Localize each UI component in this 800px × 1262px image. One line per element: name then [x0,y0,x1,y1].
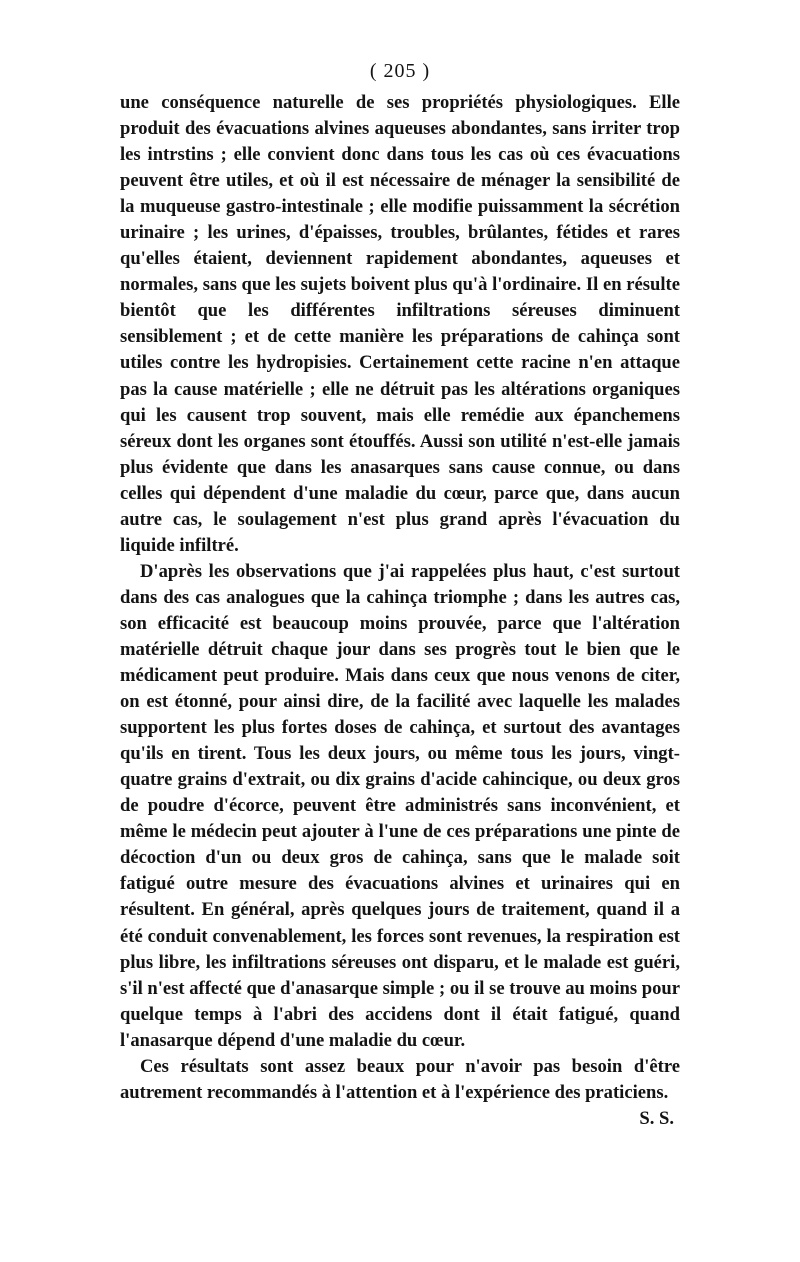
paragraph-1: une conséquence naturelle de ses propriétés physiologiques. Elle produit des évacuations alvines aqueuses abondantes, sans irriter trop les intrstins ; elle convient donc dans tous les cas où ces évacuations peuvent être utiles, et où il est nécessaire de ménager la sensibilité de la muqueuse gastro-intestinale ; elle modifie puissamment la sécrétion urinaire ; les urines, d'épaisses, troubles, brûlantes, fétides et rares qu'elles étaient, deviennent rapidement abondantes, aqueuses et normales, sans que les sujets boivent plus qu'à l'ordinaire. Il en résulte bientôt que les différentes infiltrations séreuses diminuent sensiblement ; et de cette manière les préparations de cahinça sont utiles contre les hydropisies. Certainement cette racine n'en attaque pas la cause matérielle ; elle ne détruit pas les altérations organiques qui les causent trop souvent, mais elle remédie aux épanchemens séreux dont les organes sont étouffés. Aussi son utilité n'est-elle jamais plus évidente que dans les anasarques sans cause connue, ou dans celles qui dépendent d'une maladie du cœur, parce que, dans aucun autre cas, le soulagement n'est plus grand après l'évacuation du liquide infiltré. [120,92,680,556]
body-text [120,90,680,1132]
signature: S. S. [639,1107,674,1129]
page-number: ( 205 ) [369,60,431,82]
paragraph-2: D'après les observations que j'ai rappelées plus haut, c'est surtout dans des cas analogues que la cahinça triomphe ; dans les autres cas, son efficacité est beaucoup moins prouvée, parce que l'altération matérielle détruit chaque jour dans ses progrès tout le bien que le médicament peut produire. Mais dans ceux que nous venons de citer, on est étonné, pour ainsi dire, de la facilité avec laquelle les malades supportent les plus fortes doses de cahinça, et surtout des avantages qu'ils en tirent. Tous les deux jours, ou même tous les jours, vingt-quatre grains d'extrait, ou dix grains d'acide cahincique, ou deux gros de poudre d'écorce, peuvent être administrés sans inconvénient, et même le médecin peut ajouter à l'une de ces préparations une pinte de décoction d'un ou deux gros de cahinça, sans que le malade soit fatigué outre mesure des évacuations alvines et urinaires qui en résultent. En général, après quelques jours de traitement, quand il a été conduit convenablement, les forces sont revenues, la respiration est plus libre, les infiltrations séreuses ont disparu, et le malade est guéri, s'il n'est affecté que d'anasarque simple ; ou il se trouve au moins pour quelque temps à l'abri des accidens dont il était fatigué, quand l'anasarque dépend d'une maladie du cœur. [120,560,680,1051]
paragraph-3: Ces résultats sont assez beaux pour n'avoir pas besoin d'être autrement recommandés à l'attention et à l'expérience des praticiens. [120,1055,680,1103]
